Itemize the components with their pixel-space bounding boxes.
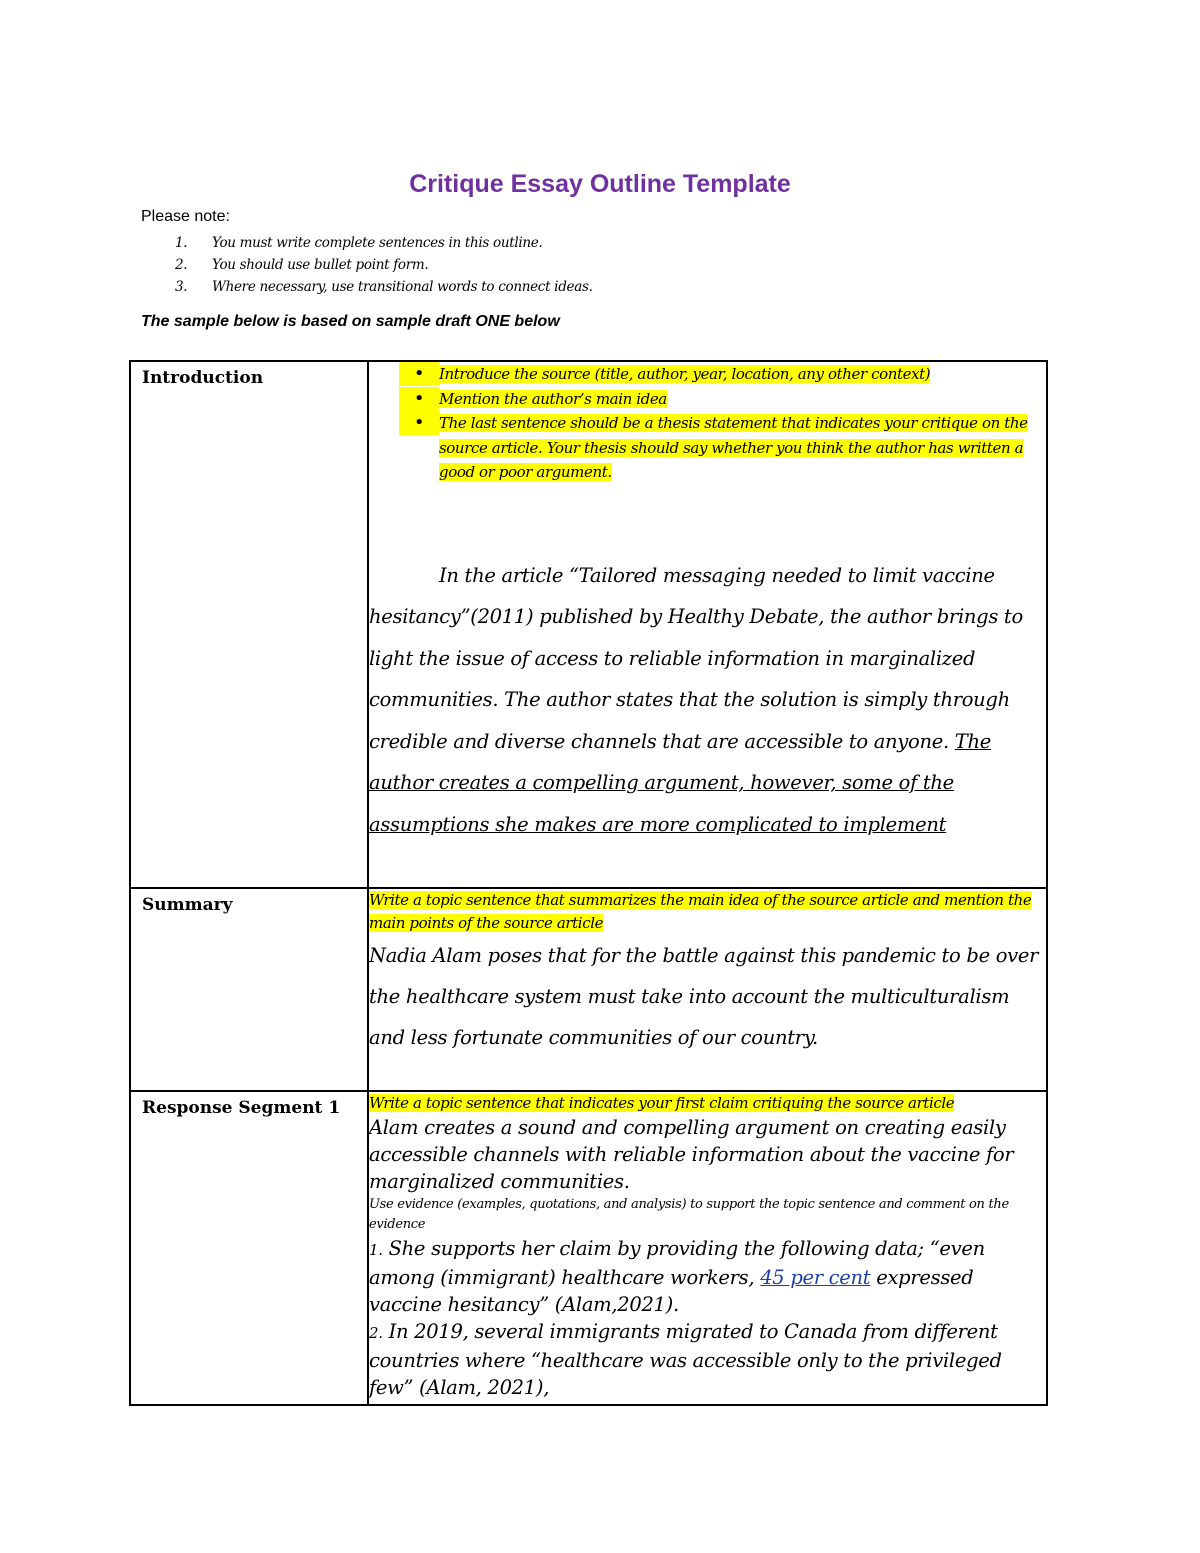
table-row-response-1 [130,1091,1047,1405]
list-item: • Introduce the source (title, author, year, location, any other context) [369,362,1046,387]
bullet-icon [399,411,439,435]
bullet-icon [399,362,439,386]
notes-list [141,232,593,298]
response-topic-sentence: Alam creates a sound and compelling argument on creating easily accessible channels with reliable information about the vaccine for marginalized communities. [369,1116,1014,1193]
evidence-guide: Use evidence (examples, quotations, and analysis) to support the topic sentence and comment on the evidence [369,1197,1009,1232]
list-item: • Mention the author’s main idea [369,387,1046,412]
row-label-cell [130,361,368,888]
bullet-icon [399,387,439,411]
row-content-cell [368,1091,1047,1405]
evidence-point-1: 1. She supports her claim by providing the following data; “even among (immigrant) healthcare workers, 45 per cent expressed vaccine hesitancy” (Alam,2021). [369,1237,985,1316]
response-guide: Write a topic sentence that indicates your first claim critiquing the source article [369,1094,955,1112]
intro-paragraph: In the article “Tailored messaging needed to limit vaccine hesitancy”(2011) published by Healthy Debate, the author brings to light the issue of access to reliable information in marginalized communities. The author states that the solution is simply through credible and diverse channels that are accessible to anyone. The author creates a compelling argument, however, some of the assumptions she makes are more complicated to implement [369,563,1023,836]
summary-guide: Write a topic sentence that summarizes the main idea of the source article and mention the main points of the source article [369,891,1032,932]
list-item: 3. Where necessary, use transitional words to connect ideas. [175,279,593,295]
page-title: Critique Essay Outline Template [409,170,791,198]
row-label-response-1: Response Segment 1 [142,1098,341,1118]
thesis-statement: The author creates a compelling argument, however, some of the assumptions she makes are more complicated to implement [369,729,991,836]
row-content-cell [368,888,1047,1091]
summary-paragraph: Nadia Alam poses that for the battle against this pandemic to be over the healthcare system must take into account the multiculturalism and less fortunate communities of our country. [369,944,1039,1049]
intro-guide-list [369,362,1046,485]
row-content-cell [368,361,1047,888]
row-label-introduction: Introduction [142,368,264,388]
sample-note: The sample below is based on sample draft ONE below [141,313,560,330]
please-note-label: Please note: [141,208,230,225]
data-link[interactable]: 45 per cent [760,1266,871,1289]
row-label-summary: Summary [142,895,233,915]
list-item: 1. You must write complete sentences in this outline. [175,235,543,251]
row-label-cell [130,888,368,1091]
table-row-summary [130,888,1047,1091]
row-label-cell [130,1091,368,1405]
list-item: 2. You should use bullet point form. [175,257,429,273]
list-item: • The last sentence should be a thesis statement that indicates your critique on the source article. Your thesis should say whether you think the author has written a good or poor argument. [369,411,1046,485]
table-row-introduction [130,361,1047,888]
outline-table [129,360,1048,1406]
evidence-point-2: 2. In 2019, several immigrants migrated to Canada from different countries where “healthcare was accessible only to the privileged few” (Alam, 2021), [369,1320,1002,1399]
